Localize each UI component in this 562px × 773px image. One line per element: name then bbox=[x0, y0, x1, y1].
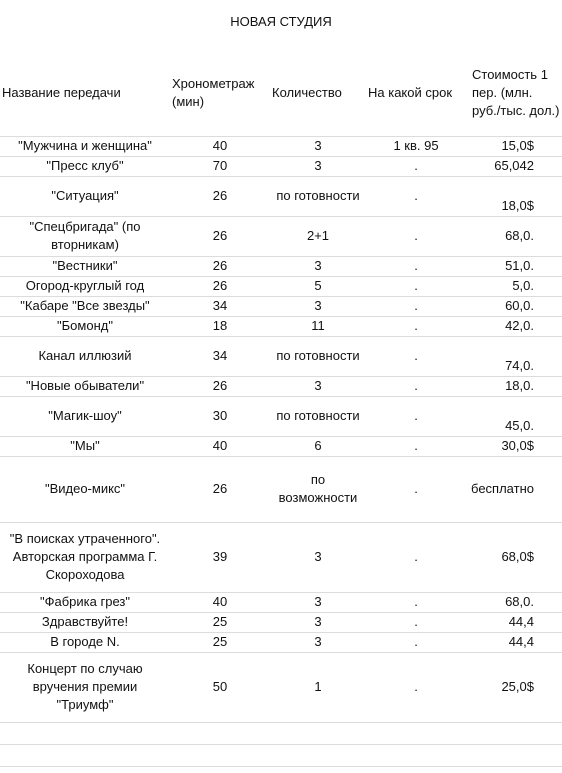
row-quantity: 3 bbox=[270, 522, 366, 592]
row-term: . bbox=[366, 436, 466, 456]
row-duration: 26 bbox=[170, 276, 270, 296]
empty-cell bbox=[170, 744, 270, 766]
row-cost: 51,0. bbox=[466, 256, 562, 276]
row-name: "Видео-микс" bbox=[0, 456, 170, 522]
row-cost: 15,0$ bbox=[466, 136, 562, 156]
row-duration: 40 bbox=[170, 592, 270, 612]
table-row bbox=[0, 632, 562, 652]
row-quantity: по возможности bbox=[270, 456, 366, 522]
row-name: "Мы" bbox=[0, 436, 170, 456]
row-duration: 34 bbox=[170, 296, 270, 316]
row-quantity: 6 bbox=[270, 436, 366, 456]
row-cost: 25,0$ bbox=[466, 652, 562, 722]
row-duration: 26 bbox=[170, 376, 270, 396]
row-term: . bbox=[366, 522, 466, 592]
programs-table bbox=[0, 50, 562, 767]
row-cost: 30,0$ bbox=[466, 436, 562, 456]
row-duration: 26 bbox=[170, 456, 270, 522]
table-row bbox=[0, 336, 562, 376]
row-name: Здравствуйте! bbox=[0, 612, 170, 632]
row-term: . bbox=[366, 592, 466, 612]
row-name: "В поисках утраченного". Авторская программа Г. Скороходова bbox=[0, 522, 170, 592]
row-quantity: 2+1 bbox=[270, 216, 366, 256]
row-quantity: 11 bbox=[270, 316, 366, 336]
empty-cell bbox=[366, 744, 466, 766]
row-quantity: 3 bbox=[270, 612, 366, 632]
row-quantity: по готовности bbox=[270, 176, 366, 216]
row-term: . bbox=[366, 612, 466, 632]
row-name: Концерт по случаю вручения премии "Триумф" bbox=[0, 652, 170, 722]
row-quantity: 3 bbox=[270, 296, 366, 316]
header-duration: Хронометраж (мин) bbox=[170, 50, 270, 136]
row-duration: 26 bbox=[170, 256, 270, 276]
row-duration: 25 bbox=[170, 612, 270, 632]
table-row bbox=[0, 522, 562, 592]
row-term: . bbox=[366, 632, 466, 652]
row-quantity: 3 bbox=[270, 592, 366, 612]
table-row bbox=[0, 592, 562, 612]
row-quantity: по готовности bbox=[270, 396, 366, 436]
table-row bbox=[0, 436, 562, 456]
row-name: Канал иллюзий bbox=[0, 336, 170, 376]
row-name: "Спецбригада" (по вторникам) bbox=[0, 216, 170, 256]
row-cost: 60,0. bbox=[466, 296, 562, 316]
row-name: Огород-круглый год bbox=[0, 276, 170, 296]
header-cost: Стоимость 1 пер. (млн. руб./тыс. дол.) bbox=[466, 50, 562, 136]
table-row bbox=[0, 296, 562, 316]
row-quantity: 3 bbox=[270, 632, 366, 652]
row-term: . bbox=[366, 652, 466, 722]
row-term: . bbox=[366, 216, 466, 256]
row-term: . bbox=[366, 276, 466, 296]
header-term: На какой срок bbox=[366, 50, 466, 136]
row-duration: 40 bbox=[170, 436, 270, 456]
table-row bbox=[0, 396, 562, 436]
empty-cell bbox=[270, 744, 366, 766]
row-quantity: 3 bbox=[270, 256, 366, 276]
row-name: В городе N. bbox=[0, 632, 170, 652]
row-cost: 74,0. bbox=[466, 336, 562, 376]
empty-row bbox=[0, 744, 562, 766]
table-row bbox=[0, 652, 562, 722]
row-duration: 50 bbox=[170, 652, 270, 722]
row-duration: 26 bbox=[170, 176, 270, 216]
row-cost: 65,042 bbox=[466, 156, 562, 176]
row-cost: 45,0. bbox=[466, 396, 562, 436]
row-cost: 18,0. bbox=[466, 376, 562, 396]
empty-row bbox=[0, 722, 562, 744]
row-cost: 68,0$ bbox=[466, 522, 562, 592]
table-row bbox=[0, 316, 562, 336]
empty-cell bbox=[366, 722, 466, 744]
row-duration: 34 bbox=[170, 336, 270, 376]
row-quantity: 3 bbox=[270, 136, 366, 156]
row-cost: 68,0. bbox=[466, 592, 562, 612]
table-row bbox=[0, 612, 562, 632]
row-term: . bbox=[366, 396, 466, 436]
row-name: "Фабрика грез" bbox=[0, 592, 170, 612]
row-name: "Пресс клуб" bbox=[0, 156, 170, 176]
row-name: "Кабаре "Все звезды" bbox=[0, 296, 170, 316]
row-duration: 39 bbox=[170, 522, 270, 592]
empty-cell bbox=[466, 722, 562, 744]
row-cost: бесплатно bbox=[466, 456, 562, 522]
row-cost: 18,0$ bbox=[466, 176, 562, 216]
row-name: "Магик-шоу" bbox=[0, 396, 170, 436]
row-term: . bbox=[366, 156, 466, 176]
table-row bbox=[0, 156, 562, 176]
table-row bbox=[0, 276, 562, 296]
row-duration: 40 bbox=[170, 136, 270, 156]
table-row bbox=[0, 376, 562, 396]
empty-cell bbox=[0, 744, 170, 766]
row-term: . bbox=[366, 316, 466, 336]
empty-cell bbox=[270, 722, 366, 744]
row-quantity: 3 bbox=[270, 376, 366, 396]
header-name: Название передачи bbox=[0, 50, 170, 136]
table-row bbox=[0, 176, 562, 216]
page-title: НОВАЯ СТУДИЯ bbox=[230, 14, 332, 29]
row-duration: 70 bbox=[170, 156, 270, 176]
row-cost: 44,4 bbox=[466, 632, 562, 652]
row-quantity: 5 bbox=[270, 276, 366, 296]
row-quantity: по готовности bbox=[270, 336, 366, 376]
row-duration: 18 bbox=[170, 316, 270, 336]
row-term: . bbox=[366, 336, 466, 376]
header-quantity: Количество bbox=[270, 50, 366, 136]
table-row bbox=[0, 256, 562, 276]
row-cost: 5,0. bbox=[466, 276, 562, 296]
row-term: . bbox=[366, 456, 466, 522]
row-term: . bbox=[366, 376, 466, 396]
row-cost: 42,0. bbox=[466, 316, 562, 336]
header-row bbox=[0, 50, 562, 136]
row-term: . bbox=[366, 296, 466, 316]
row-duration: 30 bbox=[170, 396, 270, 436]
row-cost: 44,4 bbox=[466, 612, 562, 632]
row-term: . bbox=[366, 256, 466, 276]
row-cost: 68,0. bbox=[466, 216, 562, 256]
row-name: "Ситуация" bbox=[0, 176, 170, 216]
row-name: "Бомонд" bbox=[0, 316, 170, 336]
empty-cell bbox=[0, 722, 170, 744]
row-name: "Новые обыватели" bbox=[0, 376, 170, 396]
row-term: . bbox=[366, 176, 466, 216]
row-quantity: 1 bbox=[270, 652, 366, 722]
row-duration: 25 bbox=[170, 632, 270, 652]
row-term: 1 кв. 95 bbox=[366, 136, 466, 156]
row-duration: 26 bbox=[170, 216, 270, 256]
empty-cell bbox=[170, 722, 270, 744]
row-name: "Мужчина и женщина" bbox=[0, 136, 170, 156]
empty-cell bbox=[466, 744, 562, 766]
table-row bbox=[0, 456, 562, 522]
row-quantity: 3 bbox=[270, 156, 366, 176]
row-name: "Вестники" bbox=[0, 256, 170, 276]
table-row bbox=[0, 216, 562, 256]
table-row bbox=[0, 136, 562, 156]
